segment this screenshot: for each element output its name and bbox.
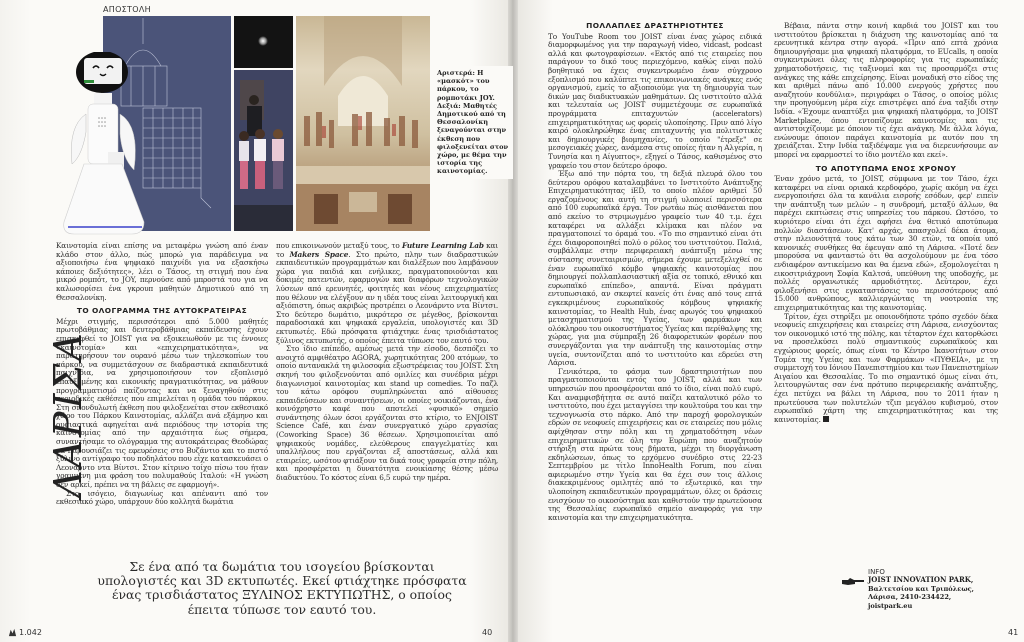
future-learning-lab: Future Learning Lab (401, 242, 484, 250)
info-venue-name: JOIST INNOVATION PARK, (868, 575, 974, 585)
paragraph: Στο ισόγειο, διαγωνίως και απέναντι από τον εκθεσιακό χώρο, υπάρχουν δύο κολλητά δωμάτια (56, 488, 268, 507)
city-title-text: ΛΑΡΙΣΑ (46, 330, 90, 498)
info-city-phone: Λάρισα, 2410-234422, (868, 593, 952, 602)
paragraph: Καινοτομία είναι επίσης να μεταφέρω γνώση από έναν κλάδο στον άλλο, πώς μπορώ για παράδειγμα να αξιοποιήσω ένα ψηφιακό παιχνίδι για να εξασκήσω κάποιες δεξιότητες», λέει ο Τάσος, τη στιγμή που ένα μικρό ρομπότ, το JOY, περνούσε από μπροστά του για να καλωσορίσει ένα γκρουπ μαθητών Δημοτικού από τη Θεσσαλονίκη. (56, 242, 268, 302)
joy-robot-photo (62, 52, 150, 240)
info-address: Βαλτετσίου και Τριπόλεως, (868, 584, 974, 593)
article-column-3 (548, 22, 762, 622)
info-label: INFO (868, 568, 885, 576)
paragraph: Στο ίδιο επίπεδο, αμέσως μετά την είσοδο, δεσπόζει το ανοιχτό αμφιθέατρο AGORA, χωρητικότητας 200 ατόμων, το οποίο αντανακλά τη φιλοσοφία εξωστρέφειας του JOIST. Στη σκηνή του φιλοξενούνται από ομιλίες και συνέδρια μέχρι διαγωνισμοί καινοτομίας και stand up comedies. Το παζλ του κάτω ορόφου συμπληρώνεται από αίθουσες εκπαιδεύσεων και συναντήσεων, οι οποίες νοικιάζονται, ένα κοινόχρηστο καφέ που αποτελεί «φυσικό» σημείο συνάντησης όλων όσοι εργάζονται στο κτίριο, το ENJOIST Science Café, και έναν συνεργατικό χώρο εργασίας (Coworking Space) 36 θέσεων. Χρησιμοποιείται από ψηφιακούς νομάδες, ελεύθερους επαγγελματίες και υπαλλήλους που εργάζονται εξ αποστάσεως, αλλά και εταιρείες, ωσότου φτιάξουν τα δικά τους γραφεία στην πόλη, και προσφέρεται η δυνατότητα ενοικίασης θέσης μέσω διαδικτύου. Το κόστος είναι 6,5 ευρώ την ημέρα. (276, 344, 498, 483)
makers-space: Makers Space (289, 249, 349, 259)
article-column-4 (774, 22, 998, 560)
end-of-article-mark (823, 416, 829, 422)
paragraph: Το YouTube Room του JOIST είναι ένας χώρος ειδικά διαμορφωμένος για την παραγωγή video, vidcast, podcast αλλά και φωτογραφίσεων. «Εκτός από τις εταιρείες που παράγουν το δικό τους περιεχόμενο, καθώς είναι πολύ βοηθητικό να έχεις συγκεντρωμένο έναν σύγχρονο εξοπλισμό που καλύπτει τις επικοινωνιακές ανάγκες ενός οργανισμού, εμείς το αξιοποιούμε για τη δημιουργία των δικών μας διαδικτυακών μαθημάτων. Ως ινστιτούτο αλλά και τελευταία ως JOIST συμμετέχουμε σε ευρωπαϊκά προγράμματα επιταχυντών (accelerators) επιχειρηματικότητας ως φορείς υλοποίησης. Πριν από λίγο καιρό ολοκληρώθηκε ένας επιταχυντής για πολιτιστικές και δημιουργικές βιομηχανίες, το οποίο "έτρεξε" σε μεσογειακές χώρες, ανάμεσα στις οποίες ήταν η Αλγερία, η Τυνησία και η Αίγυπτος», εξηγεί ο Τάσος, καθισμένος στο γραφείο του στον δεύτερο όροφο. (548, 31, 762, 170)
section-label: ΑΠΟΣΤΟΛΗ (103, 5, 151, 14)
ceiling-light-photo (234, 16, 293, 68)
magazine-logo-icon (8, 628, 17, 637)
issue-number: 1.042 (8, 628, 42, 637)
school-of-athens-fresco-photo (296, 16, 430, 231)
paragraph: Έξω από την πόρτα του, τη δεξιά πλευρά όλου του δεύτερου ορόφου καταλαμβάνει το Ινστιτούτο Ανάπτυξης Επιχειρηματικότητας iED, το οποίο πλέον αριθμεί 50 εργαζομένους και αυτή τη στιγμή υλοποιεί περισσότερα από 100 ευρωπαϊκά έργα. Τον ρωτάω πώς αισθάνεται που από εκείνο το στριμωγμένο γραφείο των 40 τ.μ. έχει καταφέρει να αλλάξει κλίμακα και πλέον να πραγματοποιεί το όραμά του. «Το πιο σημαντικό είναι ότι έχει διαφοροποιηθεί πολύ ο ρόλος του ινστιτούτου. Παλιά, συμβάλλαμε στην περιφερειακή ανάπτυξη μέσω της σύστασης συνεταιρισμών, σήμερα έχουμε μετεξελιχθεί σε έναν ευρωπαϊκό κόμβο ψηφιακής καινοτομίας που δημιουργεί πολλαπλασιαστική αξία σε τοπικό, εθνικό και ευρωπαϊκό επίπεδο», απαντά. Είναι πράγματι εντυπωσιακό, αν σκεφτεί κανείς ότι ένας από τους επτά εγκεκριμένους ευρωπαϊκούς κόμβους ψηφιακής καινοτομίας, το Health Hub, ένας αρωγός του ψηφιακού μετασχηματισμού της Υγείας, των φαρμάκων και ολόκληρου του οικοσυστήματος Υγείας και περίθαλψης της χώρας, για μια σύμπραξη 26 διαφορετικών φορέων που συνεργάζονται για την ανάπτυξη της καινοτομίας στην υγεία, συντονίζεται από το ινστιτούτο και εδρεύει στη Λάρισα. (548, 169, 762, 368)
page-number-right: 41 (1008, 628, 1019, 637)
photo-caption: Αριστερά: Η «μασκότ» του πάρκου, το ρομποτάκι JOY. Δεξιά: Μαθητές Δημοτικού από τη Θεσσαλονίκη ξεναγούνται στην έκθεση που φιλοξενείται στον χώρο, με θέμα την ιστορία της καινοτομίας. (432, 66, 513, 179)
page-number-left: 40 (482, 628, 493, 637)
paragraph: Βέβαια, πάντα στην κοινή καρδιά του JOIST και του ινστιτούτου βρίσκεται η διάχυση της καινοτομίας από τα ερευνητικά κέντρα στην αγορά. «Πριν από επτά χρόνια δημιουργήσαμε μια ψηφιακή πλατφόρμα, το EUcalls, η οποία συγκεντρώνει όλες τις πληροφορίες για τις ευρωπαϊκές χρηματοδοτήσεις, τις ταξινομεί και τις προσαρμόζει στις ανάγκες της κάθε επιχείρησης. Είναι μοναδική στο είδος της και αριθμεί πάνω από 10.000 ενεργούς χρήστες που αναζητούν κονδύλια», περιγράφει ο Τάσος, ο οποίος μόλις την προηγούμενη μέρα είχε επιστρέψει από ένα ταξίδι στην Ινδία. «Έχουμε αναπτύξει μια ψηφιακή πλατφόρμα, το JOIST Marketplace, όπου εντοπίζουμε καινοτομίες και τις αντιστοιχίζουμε με όποιον τις έχει ανάγκη. Με άλλα λόγια, ενώνουμε όποιον παράγει καινοτομία με αυτόν που τη χρειάζεται. Στην Ινδία ταξιδέψαμε για να διερευνήσουμε αν μπορεί να εφαρμοστεί το ίδιο μοντέλο και εκεί». (774, 22, 998, 159)
pull-quote: Σε ένα από τα δωμάτια του ισογείου βρίσκονται υπολογιστές και 3D εκτυπωτές. Εκεί φτιάχτηκε πρόσφατα ένας τρισδιάστατος ΞΥΛΙΝΟΣ ΕΚΤΥΠΩΤΗΣ, ο οποίος έπειτα τύπωσε τον εαυτό του. (97, 559, 467, 617)
paragraph: Μέχρι στιγμής, περισσότεροι από 5.000 μαθητές πρωτοβάθμιας και δευτεροβάθμιας εκπαίδευσης έχουν επισκεφθεί το JOIST για να εξοικειωθούν με τις έννοιες «καινοτομία» και «επιχειρηματικότητα», να παρατηρήσουν τον ουρανό μέσω των τηλεσκοπίων του πάρκου, να συμμετάσχουν σε διαδραστικά εκπαιδευτικά παιχνίδια, να χρησιμοποιήσουν τον εξοπλισμό επαυξημένης και εικονικής πραγματικότητας, να μάθουν προγραμματισμό παίζοντας και να ξεναγηθούν στις περιοδικές εκθέσεις που επιμελείται η ομάδα του πάρκου. Στη σπονδυλωτή έκθεση που φιλοξενείται στον εκθεσιακό χώρο του Πάρκου Καινοτομίας, αλλάζει ανά εξάμηνο και ουσιαστικά αφηγείται ανά περιόδους την ιστορία της καινοτομίας από την αρχαιότητα έως σήμερα, συναντήσαμε το ολόγραμμα της αυτοκράτειρας Θεοδώρας να παρουσιάζει τις εφευρέσεις στο Βυζάντιο και το πιστό ξύλινο αντίγραφο του ποδηλάτου που είχε κατασκευάσει ο Λεονάρντο ντα Βίντσι. Στον κίτρινο τοίχο πίσω του ήταν γραμμένη μια φράση του πολυμαθούς Ιταλού: «Η γνώση δεν αρκεί, πρέπει να τη βάλεις σε εφαρμογή». (56, 316, 268, 490)
article-column-2 (276, 242, 498, 556)
paragraph: που επικοινωνούν μεταξύ τους, το Future Learning Lab και το Makers Space. Στο πρώτο, πλην των διαδραστικών εκπαιδευτικών προγραμμάτων και διαλέξεων που λαμβάνουν χώρα για παιδιά και ενήλικες, πραγματοποιούνται και δοκιμές πατεντών, εφαρμογών και διαφόρων τεχνολογικών λύσεων από ερευνητές, φοιτητές και νέους επιχειρηματίες που θέλουν να ελέγξουν αν η ιδέα τους είναι λειτουργική και αξιόπιστη, όπως ακριβώς προτρέπει ο Λεονάρντο ντα Βίντσι. Στο δεύτερο δωμάτιο, μικρότερο σε μέγεθος, βρίσκονται παραδοσιακά και ψηφιακά εργαλεία, υπολογιστές και 3D εκτυπωτές. Εδώ πρόσφατα φτιάχτηκε ένας τρισδιάστατος ξύλινος εκτυπωτής, ο οποίος έπειτα τύπωσε τον εαυτό του. (276, 242, 498, 345)
subheading-footprint: ΤΟ ΑΠΟΤΥΠΩΜΑ ΕΝΟΣ ΧΡΟΝΟΥ (815, 163, 957, 173)
info-website[interactable]: joistpark.eu (868, 601, 913, 610)
pointing-hand-icon (842, 577, 864, 586)
subheading-hologram: ΤΟ ΟΛΟΓΡΑΜΜΑ ΤΗΣ ΑΥΤΟΚΡΑΤΕΙΡΑΣ (76, 306, 248, 316)
paragraph: Γενικότερα, το φάσμα των δραστηριοτήτων που πραγματοποιούνται εντός του JOIST, αλλά και των υπηρεσιών που προσφέρονται από το ίδιο, είναι πολύ ευρύ. Και αναμφισβήτητα σε αυτό παίζει καταλυτικό ρόλο το ινστιτούτο, που έχει μεταγγίσει την κουλτούρα του και την τεχνογνωσία στο πάρκο. Από την παροχή φορολογικών εδρών σε νεοφυείς επιχειρήσεις και σε εταιρείες που μόλις αφίχθησαν στην πόλη και τη χρηματοδότηση νέων επιχειρηματικών σε όλη την Ευρώπη που αναζητούν στήριξη στα πρώτα τους βήματα, μέχρι τη διοργάνωση εκδηλώσεων, όπως το ερχόμενο συνέδριο στις 22-23 Σεπτεμβρίου με τίτλο InnoHealth Forum, που είναι αφιερωμένο στην Υγεία και θα έχει συν τοις άλλοις διακεκριμένους ομιλητές από το εξωτερικό, και την υλοποίηση εκπαιδευτικών προγραμμάτων, όλες οι δράσεις ενισχύουν το οικοσύστημα και καθιστούν την πρωτεύουσα της Θεσσαλίας ευρωπαϊκό σημείο αναφοράς για την καινοτομία και την επιχειρηματικότητα. (548, 366, 762, 522)
students-photo (234, 70, 293, 231)
paragraph: Τρίτον, έχει στηρίξει με οποιονδήποτε τρόπο σχεδόν δέκα νεοφυείς επιχειρήσεις και εταιρείες στη Λάρισα, ενισχύοντας τον οικονομικό ιστό της πόλης, και τέταρτον έχει κατορθώσει να προσελκύσει πολύ σημαντικούς ευρωπαϊκούς και εγχώριους φορείς, όπως είναι το Κέντρο Ικανοτήτων στον Τομέα της Υγείας και των Φαρμάκων «ΠΥΘΕΙΑ», με τη συμμετοχή του Ιόνιου Πανεπιστημίου και των Πανεπιστημίων Αιγαίου και Θεσσαλίας. Το πιο σημαντικό όμως είναι ότι, λειτουργώντας σαν ένα πρότυπο περιφερειακής ανάπτυξης, έχει πετύχει να βάλει τη Λάρισα, που το 2011 ήταν η πρωτεύουσα των πολυτελών τζιπ μεγάλου κυβισμού, στον ευρωπαϊκό χάρτη της επιχειρηματικότητας και της καινοτομίας. (774, 311, 998, 424)
subheading-activities: ΠΟΛΛΑΠΛΕΣ ΔΡΑΣΤΗΡΙΟΤΗΤΕΣ (586, 22, 724, 30)
paragraph: Έναν χρόνο μετά, το JOIST, σύμφωνα με τον Τάσο, έχει καταφέρει να είναι οριακά κερδοφόρο, χωρίς ακόμη να έχει ενεργοποιήσει όλα τα κανάλια εισροής εσόδων, φερ' ειπείν την ανάπτυξη των μελών – η συνδρομή, μεταξύ άλλων, θα παρέχει εκπτώσεις στις υπηρεσίες του πάρκου. Ωστόσο, το κυριότερο είναι ότι έχει αφήσει ένα θετικό αποτύπωμα πολλών διαστάσεων. Κατ' αρχάς, απασχολεί δέκα άτομα, στην πλειονότητά τους κάτω των 30 ετών, τα οποία υπό κανονικές συνθήκες θα έφευγαν από τη Λάρισα. «Ποτέ δεν μπορούσα να φανταστώ ότι θα ασχολούμουν με ένα τόσο ενδιαφέρον αντικείμενο και θα έμενα εδώ», εξομολογείται η εικοσιτριάχρονη Σοφία Καλτσά, υπεύθυνη της υποδοχής, με πολλές οργανωτικές αρμοδιότητες. Δεύτερον, έχει φιλοξενήσει στις εγκαταστάσεις του περισσότερους από 15.000 ανθρώπους, καλλιεργώντας τη νοοτροπία της επιχειρηματικότητας και της καινοτομίας. (774, 174, 998, 312)
city-title (10, 250, 90, 500)
info-box (868, 568, 1004, 610)
